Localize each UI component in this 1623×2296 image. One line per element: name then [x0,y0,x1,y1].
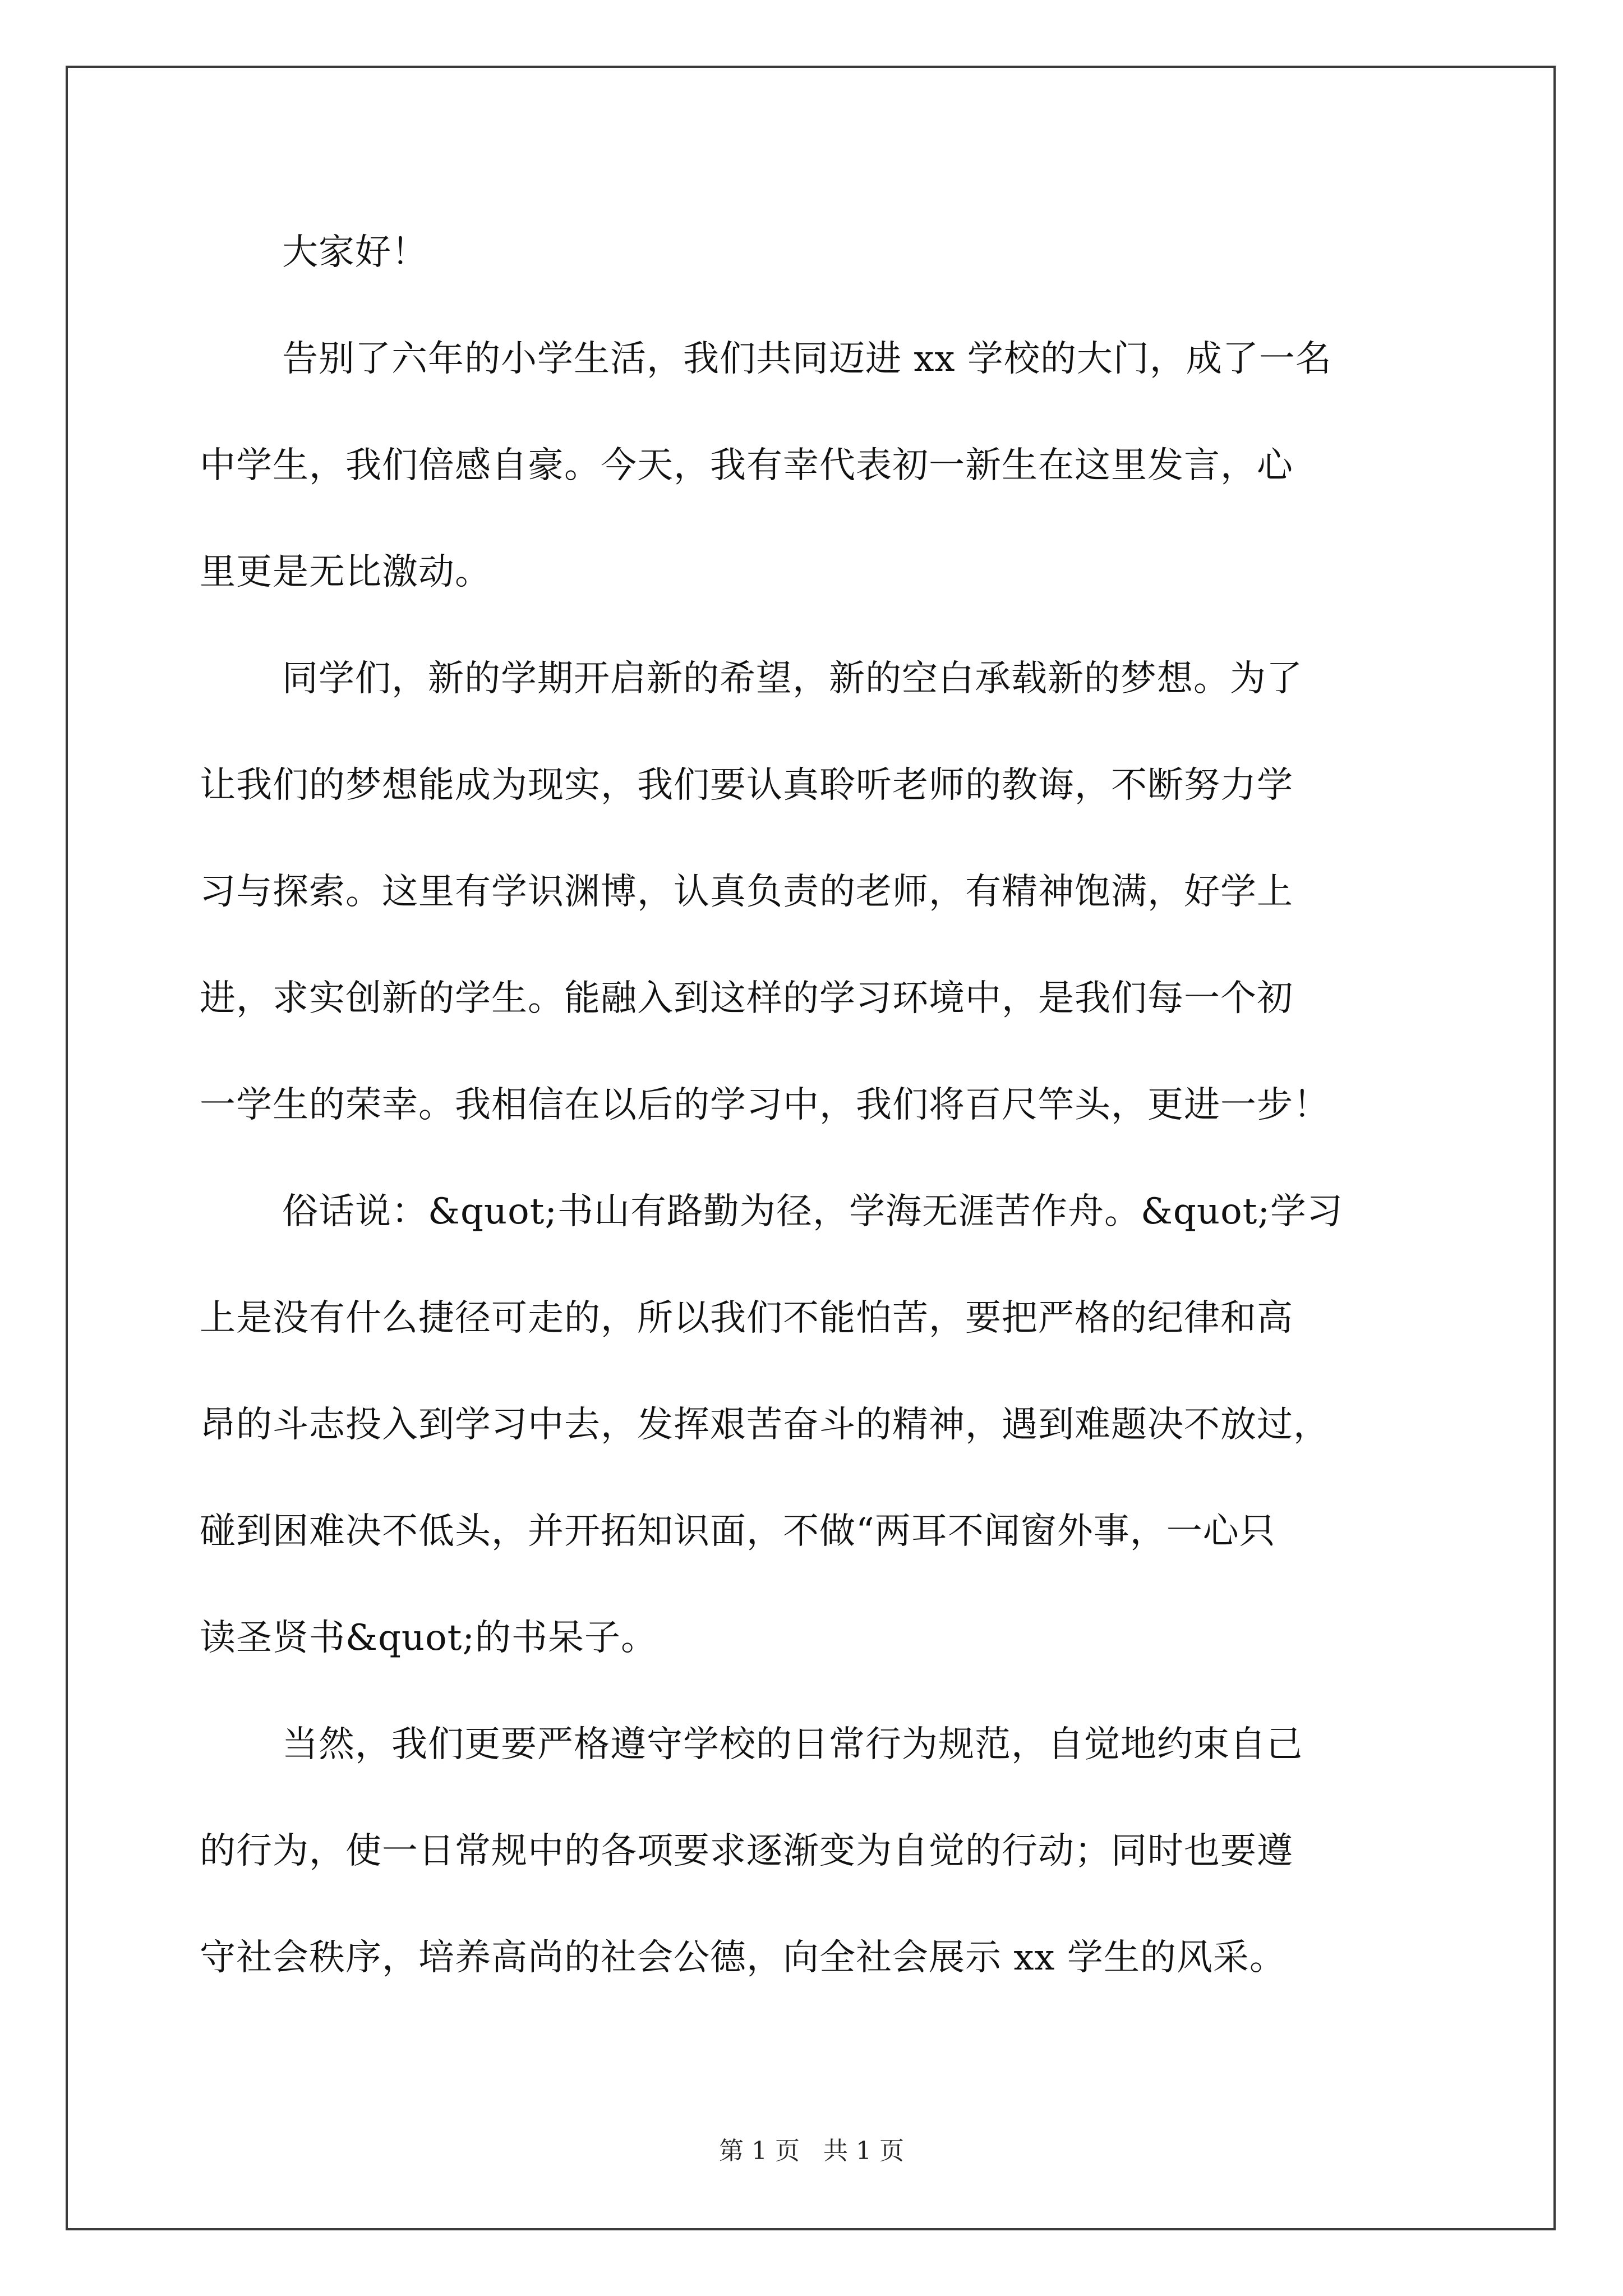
text-line: 当然，我们更要严格遵守学校的日常行为规范，自觉地约束自己 [282,1724,1303,1765]
text-line: 上是没有什么捷径可走的，所以我们不能怕苦，要把严格的纪律和高 [200,1297,1293,1339]
text-line: 告别了六年的小学生活，我们共同迈进 xx 学校的大门，成了一名 [282,338,1332,380]
text-line: 大家好！ [282,232,428,273]
document-body [200,199,1439,2011]
text-line: 里更是无比激动。 [200,551,491,593]
text-line: 中学生，我们倍感自豪。今天，我有幸代表初一新生在这里发言，心 [200,445,1293,486]
page-number-footer: 第 1 页 共 1 页 [719,2137,904,2165]
text-line: 俗话说：&quot;书山有路勤为径，学海无涯苦作舟。&quot;学习 [282,1191,1343,1232]
text-line: 让我们的梦想能成为现实，我们要认真聆听老师的教诲，不断努力学 [200,765,1293,806]
text-line: 守社会秩序，培养高尚的社会公德，向全社会展示 xx 学生的风采。 [200,1937,1286,1978]
text-line: 碰到困难决不低头，并开拓知识面，不做“两耳不闻窗外事，一心只 [200,1511,1276,1552]
text-line: 同学们，新的学期开启新的希望，新的空白承载新的梦想。为了 [282,658,1303,700]
text-line: 一学生的荣幸。我相信在以后的学习中，我们将百尺竿头，更进一步！ [200,1084,1330,1126]
text-line: 读圣贤书&quot;的书呆子。 [200,1617,657,1659]
text-line: 习与探索。这里有学识渊博，认真负责的老师，有精神饱满，好学上 [200,871,1293,913]
text-line: 昂的斗志投入到学习中去，发挥艰苦奋斗的精神，遇到难题决不放过， [200,1404,1330,1446]
text-line: 的行为，使一日常规中的各项要求逐渐变为自觉的行动；同时也要遵 [200,1830,1293,1872]
text-line: 进，求实创新的学生。能融入到这样的学习环境中，是我们每一个初 [200,978,1293,1019]
